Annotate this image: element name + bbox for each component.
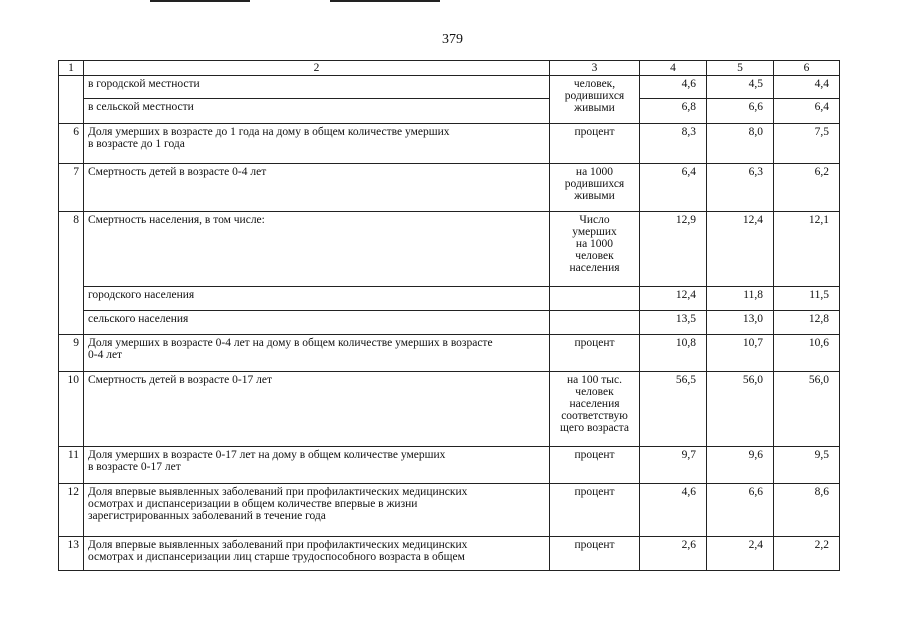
header-cell: 2: [84, 61, 550, 76]
value-cell: 8,6: [774, 484, 840, 537]
table-row: [59, 447, 840, 484]
value-cell: 12,1: [774, 212, 840, 287]
row-label: Смертность населения, в том числе:: [84, 212, 550, 287]
value-cell: 11,8: [707, 287, 774, 311]
value-cell: 6,3: [707, 164, 774, 212]
row-number: [59, 311, 84, 335]
value-cell: 13,5: [640, 311, 707, 335]
row-number: 9: [59, 335, 84, 372]
value-cell: 12,4: [640, 287, 707, 311]
value-cell: 4,4: [774, 76, 840, 99]
value-cell: 4,5: [707, 76, 774, 99]
value-cell: 56,5: [640, 372, 707, 447]
row-unit: процент: [550, 335, 640, 372]
table-header-row: [59, 61, 840, 76]
table-row: [59, 484, 840, 537]
row-number: 8: [59, 212, 84, 287]
row-number: 10: [59, 372, 84, 447]
value-cell: 10,6: [774, 335, 840, 372]
value-cell: 6,4: [640, 164, 707, 212]
value-cell: 56,0: [707, 372, 774, 447]
value-cell: 12,4: [707, 212, 774, 287]
scan-edge-line-left: [150, 0, 250, 2]
row-label: в городской местности: [84, 76, 550, 99]
statistics-table: [58, 60, 840, 571]
value-cell: 2,2: [774, 537, 840, 571]
table-row: [59, 335, 840, 372]
row-unit: процент: [550, 537, 640, 571]
value-cell: 6,8: [640, 99, 707, 124]
row-label: Смертность детей в возрасте 0-17 лет: [84, 372, 550, 447]
row-label: Доля умерших в возрасте до 1 года на дому в общем количестве умерших в возрасте до 1 года: [84, 124, 550, 164]
table-row: [59, 537, 840, 571]
value-cell: 7,5: [774, 124, 840, 164]
row-number: 13: [59, 537, 84, 571]
table-row: [59, 99, 840, 124]
value-cell: 6,6: [707, 484, 774, 537]
value-cell: 4,6: [640, 484, 707, 537]
row-unit: процент: [550, 484, 640, 537]
row-unit: на 100 тыс. человек населения соответствую щего возраста: [550, 372, 640, 447]
value-cell: 11,5: [774, 287, 840, 311]
row-label: в сельской местности: [84, 99, 550, 124]
value-cell: 9,7: [640, 447, 707, 484]
value-cell: 8,3: [640, 124, 707, 164]
value-cell: 2,4: [707, 537, 774, 571]
header-cell: 5: [707, 61, 774, 76]
value-cell: 6,4: [774, 99, 840, 124]
row-number: 11: [59, 447, 84, 484]
row-number: 7: [59, 164, 84, 212]
value-cell: 8,0: [707, 124, 774, 164]
value-cell: 2,6: [640, 537, 707, 571]
row-number: 6: [59, 124, 84, 164]
row-unit: Число умерших на 1000 человек населения: [550, 212, 640, 287]
value-cell: 56,0: [774, 372, 840, 447]
table-row: [59, 311, 840, 335]
row-label: Смертность детей в возрасте 0-4 лет: [84, 164, 550, 212]
table-row: [59, 372, 840, 447]
value-cell: 10,8: [640, 335, 707, 372]
row-number: 12: [59, 484, 84, 537]
value-cell: 12,9: [640, 212, 707, 287]
row-unit: [550, 287, 640, 311]
row-unit: [550, 311, 640, 335]
value-cell: 4,6: [640, 76, 707, 99]
value-cell: 13,0: [707, 311, 774, 335]
row-label: Доля умерших в возрасте 0-17 лет на дому в общем количестве умерших в возрасте 0-17 лет: [84, 447, 550, 484]
value-cell: 12,8: [774, 311, 840, 335]
value-cell: 9,6: [707, 447, 774, 484]
page-number: 379: [442, 32, 463, 47]
scan-edge-line-right: [330, 0, 440, 2]
row-label: городского населения: [84, 287, 550, 311]
header-cell: 4: [640, 61, 707, 76]
row-number: [59, 76, 84, 124]
row-number: [59, 287, 84, 311]
value-cell: 6,6: [707, 99, 774, 124]
row-unit: процент: [550, 124, 640, 164]
table-row: [59, 76, 840, 99]
header-cell: 6: [774, 61, 840, 76]
header-cell: 3: [550, 61, 640, 76]
header-cell: 1: [59, 61, 84, 76]
value-cell: 6,2: [774, 164, 840, 212]
table-row: [59, 287, 840, 311]
row-unit: на 1000 родившихся живыми: [550, 164, 640, 212]
value-cell: 10,7: [707, 335, 774, 372]
row-label: сельского населения: [84, 311, 550, 335]
row-label: Доля впервые выявленных заболеваний при профилактических медицинских осмотрах и диспансеризации в общем количестве впервые в жизни зарегистрированных заболеваний в течение года: [84, 484, 550, 537]
row-label: Доля умерших в возрасте 0-4 лет на дому в общем количестве умерших в возрасте 0-4 лет: [84, 335, 550, 372]
table-row: [59, 212, 840, 287]
value-cell: 9,5: [774, 447, 840, 484]
row-unit: процент: [550, 447, 640, 484]
table-row: [59, 164, 840, 212]
table-row: [59, 124, 840, 164]
row-label: Доля впервые выявленных заболеваний при профилактических медицинских осмотрах и диспансеризации лиц старше трудоспособного возраста в общем: [84, 537, 550, 571]
row-unit: человек, родившихся живыми: [550, 76, 640, 124]
